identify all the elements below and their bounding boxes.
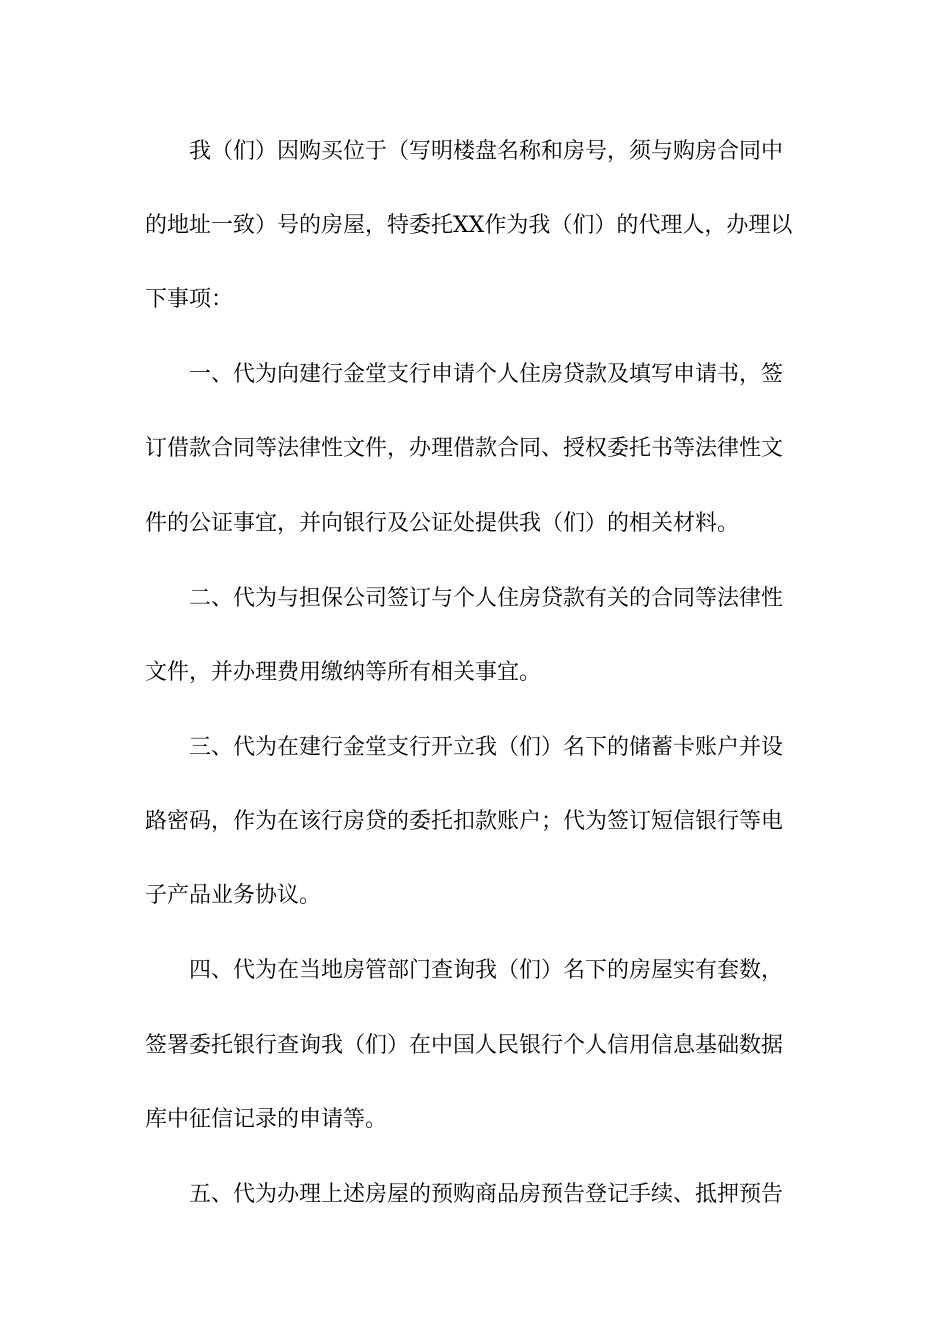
item-4-line-2: 签署委托银行查询我（们）在中国人民银行个人信用信息基础数据 xyxy=(145,1033,784,1058)
paragraph-intro-line-3: 下事项： xyxy=(145,287,234,312)
item-2-line-2: 文件，并办理费用缴纳等所有相关事宜。 xyxy=(145,660,542,685)
item-3-line-2: 路密码，作为在该行房贷的委托扣款账户；代为签订短信银行等电 xyxy=(145,809,784,834)
paragraph-intro-line-2: 的地址一致）号的房屋，特委托XX作为我（们）的代理人，办理以 xyxy=(145,213,793,238)
item-1-line-3: 件的公证事宜，并向银行及公证处提供我（们）的相关材料。 xyxy=(145,511,740,536)
item-3-line-3: 子产品业务协议。 xyxy=(145,883,322,908)
item-4-line-3: 库中征信记录的申请等。 xyxy=(145,1107,388,1132)
item-1-line-2: 订借款合同等法律性文件，办理借款合同、授权委托书等法律性文 xyxy=(145,436,784,461)
item-1-line-1: 一、代为向建行金堂支行申请个人住房贷款及填写申请书，签 xyxy=(189,362,784,387)
item-4-line-1: 四、代为在当地房管部门查询我（们）名下的房屋实有套数， xyxy=(189,958,784,983)
paragraph-intro-line-1: 我（们）因购买位于（写明楼盘名称和房号，须与购房合同中 xyxy=(189,139,784,164)
item-2-line-1: 二、代为与担保公司签订与个人住房贷款有关的合同等法律性 xyxy=(189,586,784,611)
item-3-line-1: 三、代为在建行金堂支行开立我（们）名下的储蓄卡账户并设 xyxy=(189,735,784,760)
item-5-line-1: 五、代为办理上述房屋的预购商品房预告登记手续、抵押预告 xyxy=(189,1182,784,1207)
